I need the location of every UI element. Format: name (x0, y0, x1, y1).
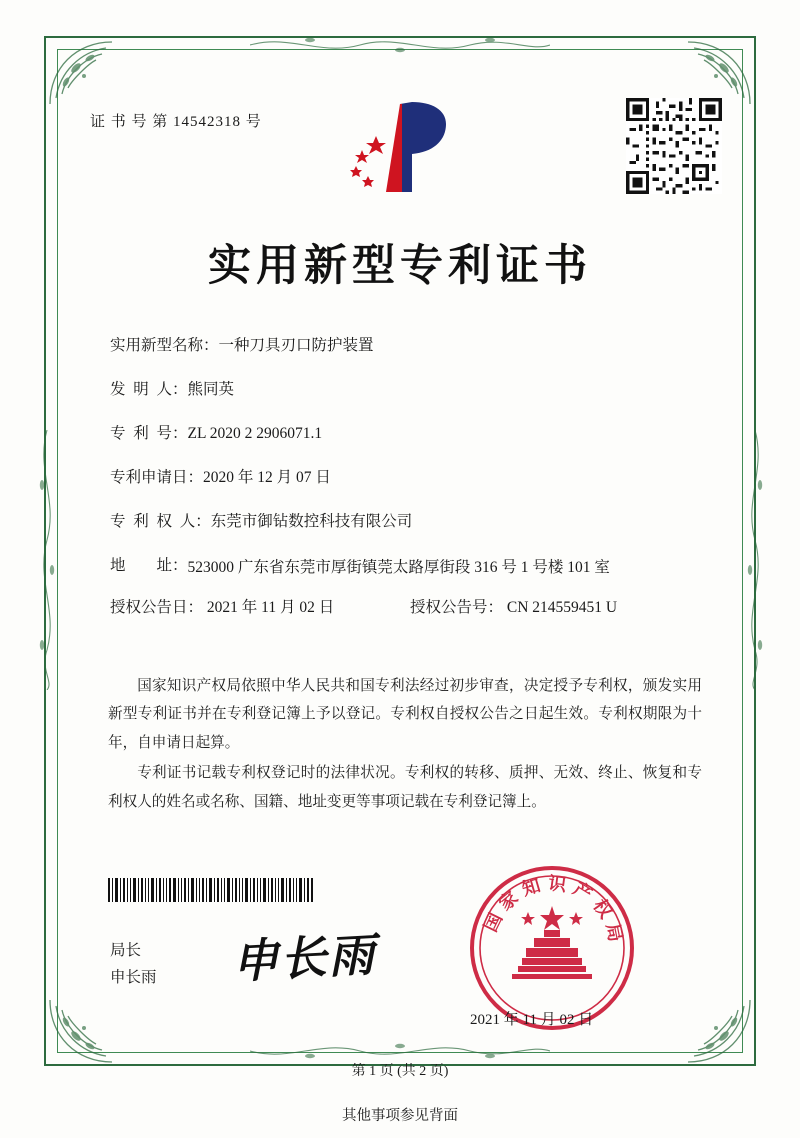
director-name: 申长雨 (110, 969, 157, 987)
left-edge-ornament-icon (36, 430, 58, 690)
field-value: CN 214559451 U (506, 599, 618, 617)
field-value: 2020 年 12 月 07 日 (203, 468, 331, 486)
field-value: ZL 2020 2 2906071.1 (187, 424, 323, 442)
handwritten-signature: 申长雨 (230, 927, 378, 989)
field-label: 专利申请日： (110, 468, 204, 486)
seal-date: 2021 年 11 月 02 日 (470, 1012, 594, 1028)
paragraph-1: 国家知识产权局依照中华人民共和国专利法经过初步审查，决定授予专利权，颁发实用新型专利证书并在专利登记簿上予以登记。专利权自授权公告之日起生效。专利权期限为十年，自申请日起算。 (108, 677, 702, 751)
field-inventor (110, 380, 710, 401)
field-label: 发 明 人： (110, 380, 188, 398)
legal-text (108, 672, 702, 818)
right-edge-ornament-icon (744, 430, 766, 690)
field-label: 专 利 号： (110, 424, 188, 442)
director-title: 局长 (110, 942, 142, 959)
paragraph-2: 专利证书记载专利权登记时的法律状况。专利权的转移、质押、无效、终止、恢复和专利权人的姓名或名称、国籍、地址变更等事项记载在专利登记簿上。 (108, 764, 702, 810)
field-value: 熊同英 (187, 380, 235, 398)
field-list (110, 336, 710, 619)
barcode (108, 878, 313, 902)
field-label: 授权公告号： (410, 599, 504, 617)
signature-block (110, 937, 157, 991)
field-value: 2021 年 11 月 02 日 (206, 599, 335, 617)
certificate-number: 证 书 号 第 14542318 号 (90, 114, 262, 130)
qr-code (626, 98, 722, 194)
field-label: 实用新型名称： (110, 337, 219, 354)
field-publication-date (110, 598, 410, 619)
field-utility-model-name (110, 336, 710, 357)
field-value: 523000 广东省东莞市厚街镇莞太路厚街段 316 号 1 号楼 101 室 (187, 558, 610, 576)
cnipa-logo-icon (346, 96, 454, 200)
field-label: 专 利 权 人： (110, 512, 211, 530)
field-address (110, 556, 710, 581)
field-value: 一种刀具刃口防护装置 (218, 337, 374, 354)
field-label: 地 址： (110, 556, 188, 574)
page-number: 第 1 页 (共 2 页) (351, 1064, 449, 1079)
back-side-note: 其他事项参见背面 (342, 1108, 458, 1124)
page-title: 实用新型专利证书 (208, 241, 592, 291)
field-patent-number (110, 424, 710, 445)
bottom-edge-ornament-icon (250, 1040, 550, 1062)
field-publication-number (410, 598, 710, 619)
svg-text:国家知识产权局: 国家知识产权局 (480, 873, 627, 950)
field-patentee (110, 512, 710, 533)
field-value: 东莞市御钻数控科技有限公司 (210, 512, 413, 530)
field-application-date (110, 468, 710, 489)
field-publication-row (110, 598, 710, 619)
field-label: 授权公告日： (110, 599, 204, 617)
top-edge-ornament-icon (250, 34, 550, 56)
